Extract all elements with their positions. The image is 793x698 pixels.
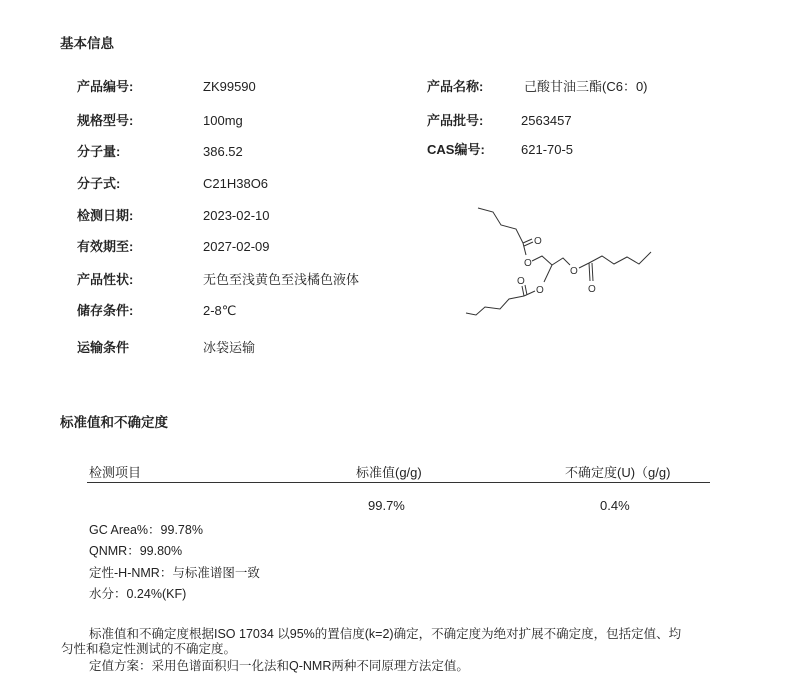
field-test-date — [0, 207, 793, 225]
field-value: 2027-02-09 — [203, 239, 270, 254]
field-molecular-formula — [0, 175, 793, 193]
note-gc-area: GC Area%：99.78% — [89, 523, 203, 537]
field-label: 分子式: — [77, 176, 121, 191]
atom-oxygen-ester-right: O — [570, 266, 578, 277]
field-value: 2-8℃ — [203, 303, 237, 318]
cell-uncertainty: 0.4% — [600, 498, 630, 513]
field-label-product-name: 产品名称: — [427, 79, 484, 94]
field-molecular-weight — [0, 143, 793, 161]
field-label: 规格型号: — [77, 113, 134, 128]
atom-oxygen-carbonyl-right: O — [588, 284, 596, 295]
field-specification — [0, 112, 793, 130]
field-label: 运输条件 — [77, 340, 130, 355]
atom-oxygen-ester-top: O — [524, 258, 532, 269]
field-value: 386.52 — [203, 144, 243, 159]
bond-carbonyl-right-b — [592, 263, 593, 281]
valuation-scheme: 定值方案：采用色谱面积归一化法和Q-NMR两种不同原理方法定值。 — [89, 659, 469, 673]
bond-glycerol — [532, 256, 570, 265]
bond-carbonyl-left-b — [525, 285, 527, 295]
column-header-standard-value: 标准值(g/g) — [356, 465, 422, 480]
field-value-product-name: 己酸甘油三酯(C6：0) — [524, 79, 648, 94]
bond-chain-left — [466, 296, 524, 315]
bond-chain-top — [478, 208, 523, 243]
statement-line: 匀性和稳定性测试的不确定度。 — [61, 642, 237, 656]
basic-info-heading: 基本信息 — [60, 36, 114, 51]
field-value-cas-number: 621-70-5 — [521, 142, 574, 157]
bond-carbonyl-right-a — [589, 263, 590, 281]
field-transport — [0, 339, 793, 357]
atom-oxygen-ester-middle: O — [536, 285, 544, 296]
bond-ester-middle — [544, 265, 552, 282]
column-header-item: 检测项目 — [89, 465, 142, 480]
field-product-code — [0, 78, 793, 96]
bond-carbonyl-top-a — [523, 239, 532, 243]
column-header-uncertainty: 不确定度(U)（g/g) — [565, 465, 671, 480]
bond-carbonyl-top-b — [524, 242, 533, 246]
statement-line: 标准值和不确定度根据ISO 17034 以95%的置信度(k=2)确定，不确定度为绝对扩展不确定度，包括定值、均 — [89, 627, 682, 641]
standard-heading: 标准值和不确定度 — [60, 415, 168, 430]
atom-oxygen-carbonyl-top: O — [534, 236, 542, 247]
field-label: 产品编号: — [77, 79, 134, 94]
bond-carbonyl-left-a — [522, 286, 524, 296]
field-expiry-date — [0, 238, 793, 256]
field-appearance — [0, 271, 793, 289]
field-label: 产品性状: — [77, 272, 134, 287]
chemical-structure — [455, 195, 660, 320]
field-storage — [0, 302, 793, 320]
note-h-nmr: 定性-H-NMR：与标准谱图一致 — [89, 566, 260, 580]
note-qnmr: QNMR：99.80% — [89, 544, 183, 558]
field-value: 2023-02-10 — [203, 208, 270, 223]
field-label: 检测日期: — [77, 208, 134, 223]
bond-ester-right — [579, 263, 589, 268]
field-label-batch-number: 产品批号: — [427, 113, 484, 128]
field-label-cas-number: CAS编号: — [427, 142, 485, 157]
note-water: 水分：0.24%(KF) — [89, 587, 187, 601]
atom-oxygen-carbonyl-left: O — [517, 276, 525, 287]
field-value: 100mg — [203, 113, 243, 128]
cell-standard-value: 99.7% — [368, 498, 405, 513]
field-value: 无色至浅黄色至浅橘色液体 — [203, 272, 360, 287]
field-label: 有效期至: — [77, 239, 134, 254]
field-label: 储存条件: — [77, 303, 134, 318]
bond-ester-middle-c — [524, 291, 535, 296]
field-value: ZK99590 — [203, 79, 256, 94]
field-label: 分子量: — [77, 144, 121, 159]
field-value-batch-number: 2563457 — [521, 113, 572, 128]
field-value: C21H38O6 — [203, 176, 269, 191]
bond-chain-right — [589, 252, 651, 264]
table-header-rule — [87, 482, 710, 483]
field-value: 冰袋运输 — [203, 340, 256, 355]
